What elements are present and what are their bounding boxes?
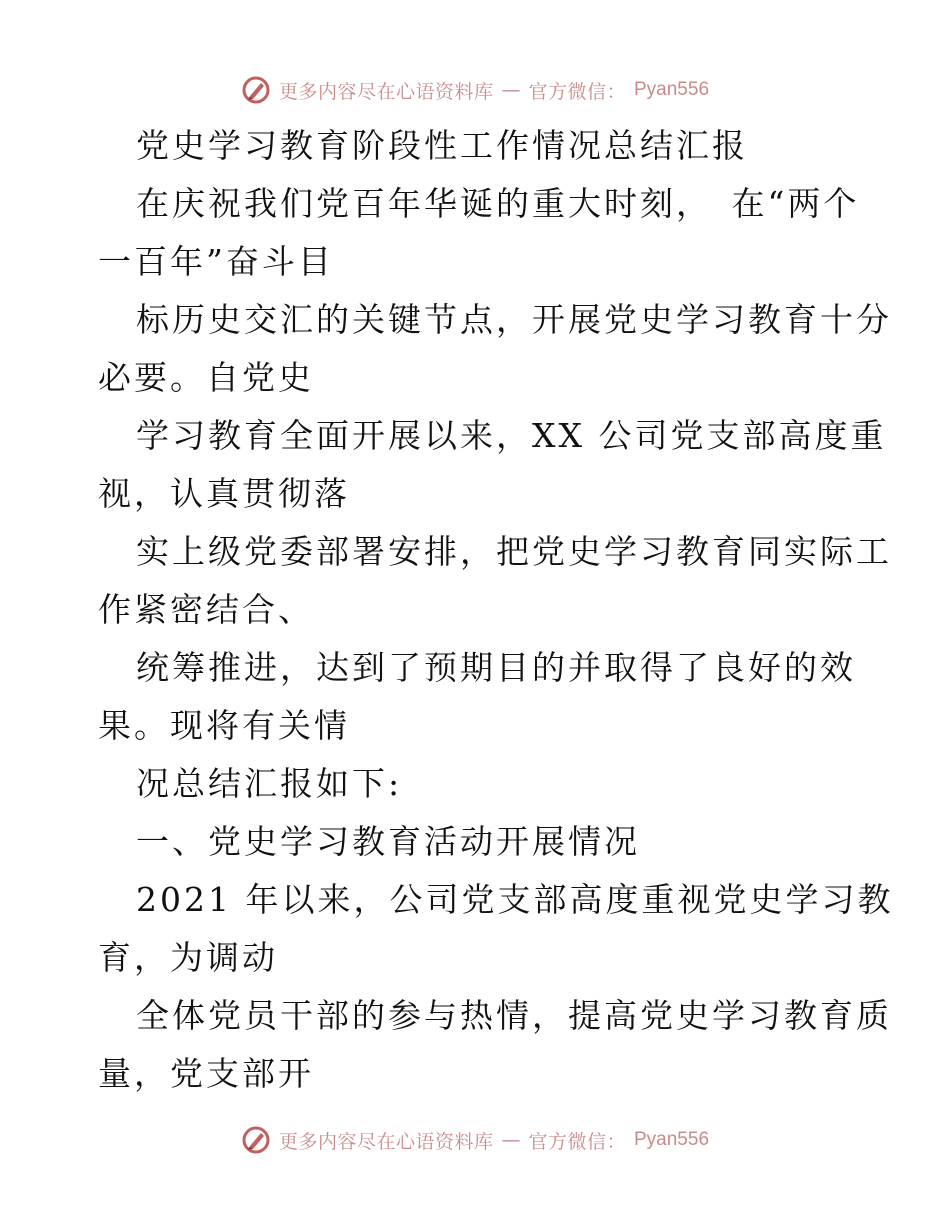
- paragraph-line: 在庆祝我们党百年华诞的重大时刻， 在“两个: [136, 184, 860, 223]
- paragraph-line: 作紧密结合、: [98, 590, 314, 629]
- document-title: 党史学习教育阶段性工作情况总结汇报: [136, 126, 748, 165]
- watermark-separator: —: [501, 79, 521, 101]
- paragraph-line: 学习教育全面开展以来，XX 公司党支部高度重: [136, 416, 887, 455]
- footer-watermark: [0, 1120, 950, 1160]
- watermark-group: [241, 1125, 709, 1155]
- pen-logo-icon: [241, 75, 271, 105]
- watermark-group: [241, 75, 709, 105]
- paragraph-line: 果。现将有关情: [98, 706, 350, 745]
- paragraph-line: 全体党员干部的参与热情，提高党史学习教育质: [136, 996, 892, 1035]
- paragraph-line: 视，认真贯彻落: [98, 474, 350, 513]
- paragraph-line: 实上级党委部署安排，把党史学习教育同实际工: [136, 532, 892, 571]
- watermark-site-text: 更多内容尽在心语资料库: [278, 1130, 494, 1153]
- section-heading: 一、党史学习教育活动开展情况: [136, 822, 640, 861]
- paragraph-line: 统筹推进，达到了预期目的并取得了良好的效: [136, 648, 856, 687]
- watermark-wechat-label: 官方微信：: [528, 1130, 626, 1153]
- paragraph-line: 况总结汇报如下:: [136, 764, 403, 803]
- paragraph-line: 必要。自党史: [98, 358, 314, 397]
- watermark-separator: —: [501, 1129, 521, 1151]
- watermark-wechat-label: 官方微信：: [528, 80, 626, 103]
- paragraph-line: 量，党支部开: [98, 1054, 314, 1093]
- watermark-site-text: 更多内容尽在心语资料库: [278, 80, 494, 103]
- paragraph-line: 2021 年以来，公司党支部高度重视党史学习教: [136, 880, 894, 919]
- pen-logo-icon: [241, 1125, 271, 1155]
- paragraph-line: 一百年”奋斗目: [98, 242, 334, 281]
- header-watermark: [0, 70, 950, 110]
- paragraph-line: 育，为调动: [98, 938, 278, 977]
- watermark-wechat-id: Pyan556: [634, 79, 710, 100]
- watermark-wechat-id: Pyan556: [634, 1129, 710, 1150]
- paragraph-line: 标历史交汇的关键节点，开展党史学习教育十分: [136, 300, 892, 339]
